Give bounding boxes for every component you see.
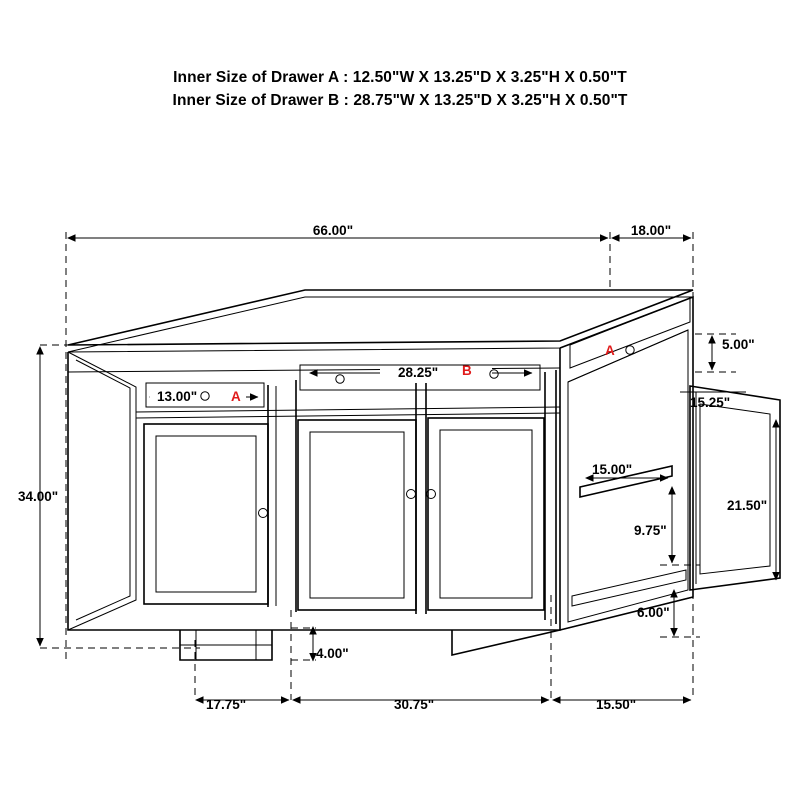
drawer-right-a[interactable] (570, 298, 690, 368)
label-overall-width: 66.00" (312, 223, 354, 238)
cabinet-body (68, 290, 693, 630)
label-drawer-b-width: 28.25" (398, 365, 439, 380)
label-base-clearance: 4.00" (316, 646, 349, 661)
label-overall-height: 34.00" (18, 489, 59, 504)
door-left[interactable] (144, 424, 268, 604)
door-center-left[interactable] (298, 420, 416, 610)
label-lower-compartment-height: 6.00" (637, 605, 670, 620)
label-shelf-width: 15.00" (592, 462, 633, 477)
door-center-right[interactable] (427, 418, 545, 610)
drawer-b-note: Inner Size of Drawer B : 28.75"W X 13.25"D X 3.25"H X 0.50"T (172, 92, 628, 109)
label-left-section-width: 17.75" (206, 697, 247, 712)
label-drawer-height: 5.00" (722, 337, 755, 352)
label-upper-compartment-height: 9.75" (634, 523, 667, 538)
label-drawer-a-left-tag: A (231, 389, 241, 404)
door-right-open[interactable] (690, 386, 780, 590)
label-depth-top: 18.00" (630, 223, 672, 238)
label-center-section-width: 30.75" (394, 697, 435, 712)
label-door-inner-width: 15.25" (690, 395, 731, 410)
label-right-section-width: 15.50" (596, 697, 637, 712)
label-drawer-a-left-width: 13.00" (157, 389, 198, 404)
drawer-a-note: Inner Size of Drawer A : 12.50"W X 13.25"D X 3.25"H X 0.50"T (173, 69, 627, 86)
label-door-inner-height: 21.50" (727, 498, 768, 513)
label-drawer-b-tag: B (462, 363, 472, 378)
label-drawer-a-right-tag: A (605, 343, 615, 358)
cabinet-base (68, 597, 693, 660)
